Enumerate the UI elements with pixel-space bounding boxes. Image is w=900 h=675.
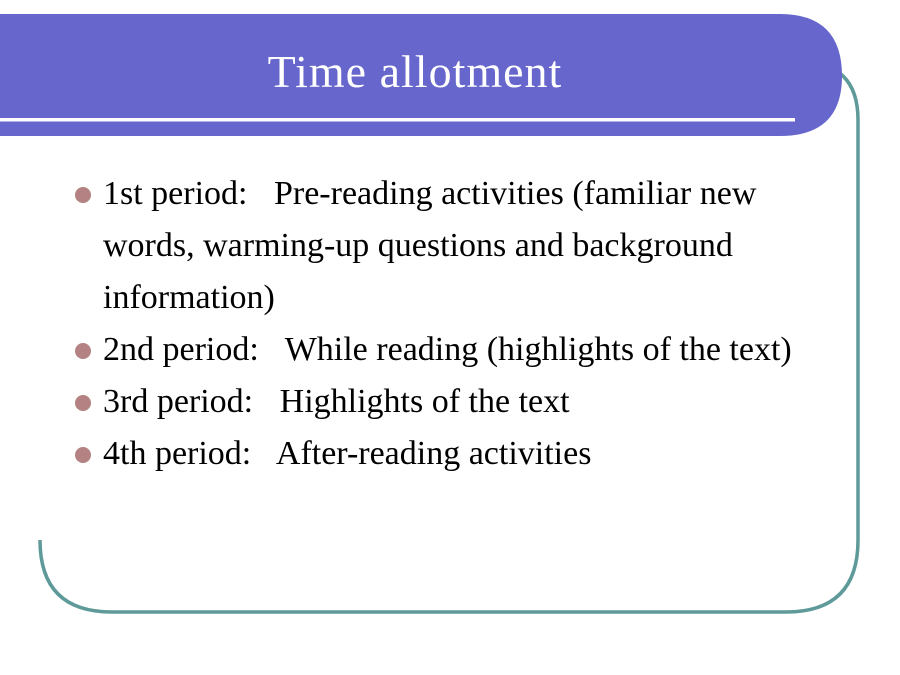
list-item (70, 168, 850, 324)
list-item (70, 376, 850, 428)
bullet-icon (75, 395, 91, 411)
title-underline (0, 118, 795, 122)
period-description: Pre-reading activities (familiar new words, warming-up questions and background information) (103, 175, 757, 316)
period-description: After-reading activities (275, 435, 592, 472)
list-item (70, 324, 850, 376)
period-description: Highlights of the text (279, 383, 570, 420)
bullet-icon (75, 187, 91, 203)
bullet-list (70, 168, 850, 480)
period-label: 3rd period: (103, 383, 254, 420)
period-label: 4th period: (103, 435, 252, 472)
bullet-icon (75, 343, 91, 359)
bullet-icon (75, 447, 91, 463)
period-description: While reading (highlights of the text) (284, 331, 792, 368)
period-label: 1st period: (103, 175, 248, 212)
period-label: 2nd period: (103, 331, 259, 368)
slide-title: Time allotment (267, 46, 563, 97)
list-item (70, 428, 850, 480)
